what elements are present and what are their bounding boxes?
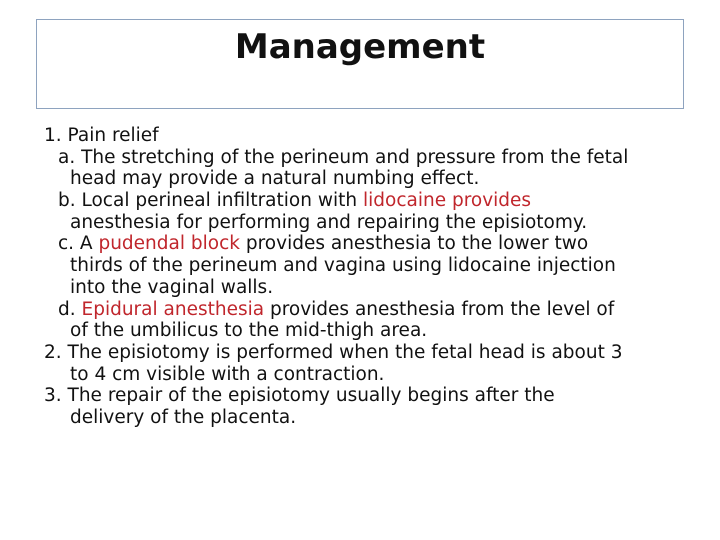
page-title: Management bbox=[234, 27, 486, 67]
body-text-segment: provides anesthesia to the lower two bbox=[239, 233, 589, 255]
body-line bbox=[44, 168, 694, 190]
title-box bbox=[36, 19, 684, 109]
body-text-segment: of the umbilicus to the mid-thigh area. bbox=[70, 320, 428, 342]
body-line bbox=[44, 342, 694, 364]
body-text-segment: 1. Pain relief bbox=[44, 125, 159, 146]
body-line bbox=[44, 190, 694, 212]
body-text-segment: provides anesthesia from the level of bbox=[264, 298, 615, 320]
body-text-segment: 3. The repair of the episiotomy usually begins after the bbox=[44, 385, 555, 407]
body-line bbox=[44, 233, 694, 255]
body-line bbox=[44, 125, 694, 147]
body-text-segment: to 4 cm visible with a contraction. bbox=[70, 363, 385, 385]
body-line bbox=[44, 212, 694, 234]
body-text-segment: c. A bbox=[58, 233, 99, 255]
body-text-segment: into the vaginal walls. bbox=[70, 276, 274, 298]
body-text-segment: 2. The episiotomy is performed when the fetal head is about 3 bbox=[44, 341, 623, 363]
body-line bbox=[44, 277, 694, 299]
body-line bbox=[44, 299, 694, 321]
body-text-segment: anesthesia for performing and repairing the episiotomy. bbox=[70, 211, 588, 233]
slide-body bbox=[44, 125, 694, 429]
body-line bbox=[44, 407, 694, 429]
body-line bbox=[44, 255, 694, 277]
body-line bbox=[44, 364, 694, 386]
body-text-segment: head may provide a natural numbing effect. bbox=[70, 168, 480, 190]
body-text-segment: d. bbox=[58, 298, 82, 320]
body-line bbox=[44, 385, 694, 407]
body-text-segment: a. The stretching of the perineum and pressure from the fetal bbox=[58, 146, 629, 168]
highlighted-term: Epidural anesthesia bbox=[81, 298, 265, 320]
highlighted-term: lidocaine provides bbox=[362, 190, 532, 212]
body-text-segment: thirds of the perineum and vagina using lidocaine injection bbox=[70, 255, 616, 277]
body-line bbox=[44, 147, 694, 169]
body-text-segment: delivery of the placenta. bbox=[70, 406, 297, 428]
body-text-segment: b. Local perineal infiltration with bbox=[58, 190, 363, 212]
highlighted-term: pudendal block bbox=[98, 233, 240, 255]
body-line bbox=[44, 320, 694, 342]
